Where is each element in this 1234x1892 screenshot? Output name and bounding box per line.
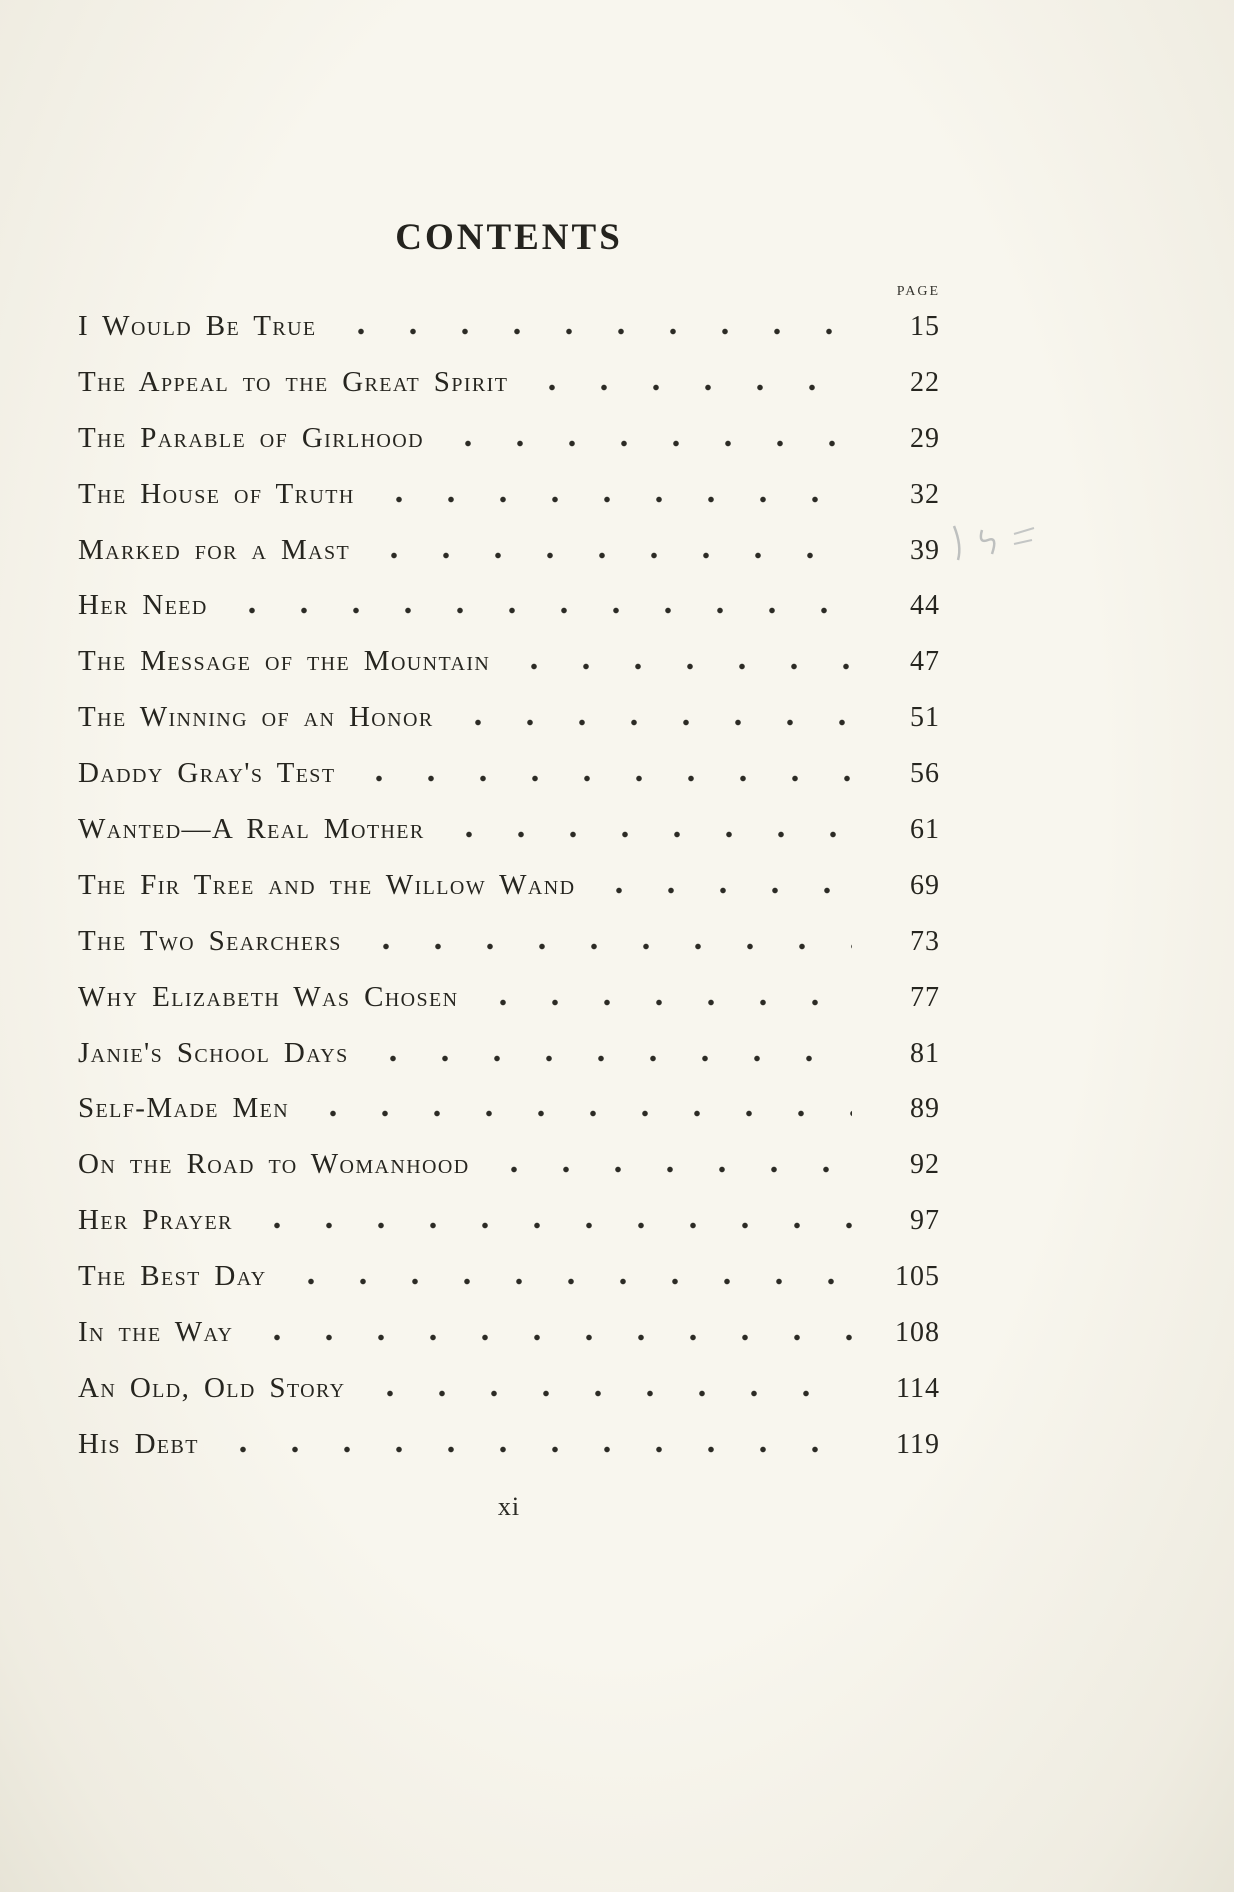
entry-title: The Parable of Girlhood: [78, 421, 424, 454]
dot-leader: [526, 384, 852, 391]
pencil-scribble-annotation: [948, 520, 1038, 568]
dot-leader: [368, 552, 852, 559]
entry-page-number: 114: [896, 1372, 940, 1404]
dot-leader: [353, 775, 852, 782]
toc-entry: [78, 869, 940, 925]
entry-page-number: 61: [910, 814, 940, 846]
toc-entry: [78, 1037, 940, 1093]
entry-title: In the Way: [78, 1316, 234, 1349]
toc-entry: [78, 981, 940, 1037]
toc-entry: [78, 1204, 940, 1260]
dot-leader: [452, 719, 852, 726]
entry-title: The House of Truth: [78, 477, 355, 510]
toc-entry: [78, 478, 940, 534]
entry-page-number: 22: [910, 366, 940, 398]
dot-leader: [443, 831, 852, 838]
dot-leader: [488, 1166, 852, 1173]
toc-entry: [78, 366, 940, 422]
entry-page-number: 44: [910, 590, 940, 622]
toc-entry: [78, 534, 940, 590]
entry-page-number: 119: [896, 1428, 940, 1460]
dot-leader: [251, 1334, 852, 1341]
folio-page-number: xi: [497, 1492, 521, 1521]
entry-page-number: 92: [910, 1149, 940, 1181]
dot-leader: [364, 1390, 853, 1397]
entry-title: Her Need: [78, 589, 208, 622]
dot-leader: [442, 440, 852, 447]
toc-entry: [78, 1148, 940, 1204]
toc-entry: [78, 1316, 940, 1372]
toc-entry: [78, 1372, 940, 1428]
entry-page-number: 81: [910, 1037, 940, 1069]
toc-entry: [78, 757, 940, 813]
entry-page-number: 39: [910, 534, 940, 566]
entry-title: Janie's School Days: [78, 1036, 349, 1069]
dot-leader: [251, 1222, 852, 1229]
toc-list: [78, 310, 940, 1484]
toc-entry: [78, 589, 940, 645]
dot-leader: [226, 607, 852, 614]
entry-title: His Debt: [78, 1427, 199, 1460]
contents-heading: CONTENTS: [395, 217, 623, 258]
entry-title: Why Elizabeth Was Chosen: [78, 980, 459, 1013]
toc-entry: [78, 645, 940, 701]
entry-title: The Appeal to the Great Spirit: [78, 365, 509, 398]
entry-title: On the Road to Womanhood: [78, 1148, 470, 1181]
entry-title: The Message of the Mountain: [78, 645, 491, 678]
toc-entry: [78, 422, 940, 478]
entry-page-number: 47: [910, 646, 940, 678]
entry-page-number: 77: [910, 981, 940, 1013]
entry-title: The Fir Tree and the Willow Wand: [78, 868, 576, 901]
entry-title: An Old, Old Story: [78, 1371, 346, 1404]
entry-page-number: 32: [910, 478, 940, 510]
dot-leader: [508, 663, 852, 670]
entry-title: Marked for a Mast: [78, 533, 351, 566]
dot-leader: [367, 1055, 852, 1062]
toc-entry: [78, 1092, 940, 1148]
toc-entry: [78, 925, 940, 981]
entry-page-number: 73: [910, 925, 940, 957]
dot-leader: [477, 999, 852, 1006]
entry-title: Wanted—A Real Mother: [78, 813, 425, 846]
dot-leader: [360, 943, 852, 950]
toc-entry: [78, 813, 940, 869]
toc-entry: [78, 1428, 940, 1484]
page-column-label: PAGE: [896, 284, 940, 299]
entry-title: Daddy Gray's Test: [78, 757, 336, 790]
dot-leader: [307, 1110, 852, 1117]
entry-page-number: 51: [910, 702, 940, 734]
entry-title: Self-Made Men: [78, 1092, 290, 1125]
dot-leader: [373, 496, 852, 503]
entry-page-number: 29: [910, 422, 940, 454]
toc-entry: [78, 1260, 940, 1316]
entry-page-number: 97: [910, 1205, 940, 1237]
entry-title: Her Prayer: [78, 1204, 233, 1237]
dot-leader: [217, 1446, 852, 1453]
dot-leader: [335, 328, 852, 335]
entry-page-number: 56: [910, 758, 940, 790]
entry-page-number: 69: [910, 869, 940, 901]
entry-title: I Would Be True: [78, 310, 317, 342]
toc-entry: [78, 310, 940, 366]
entry-page-number: 108: [895, 1317, 940, 1349]
dot-leader: [593, 887, 852, 894]
dot-leader: [285, 1278, 852, 1285]
entry-page-number: 105: [895, 1261, 940, 1293]
entry-title: The Two Searchers: [78, 924, 342, 957]
entry-page-number: 89: [910, 1093, 940, 1125]
toc-entry: [78, 701, 940, 757]
entry-page-number: 15: [910, 311, 940, 342]
entry-title: The Best Day: [78, 1260, 267, 1293]
entry-title: The Winning of an Honor: [78, 701, 434, 734]
